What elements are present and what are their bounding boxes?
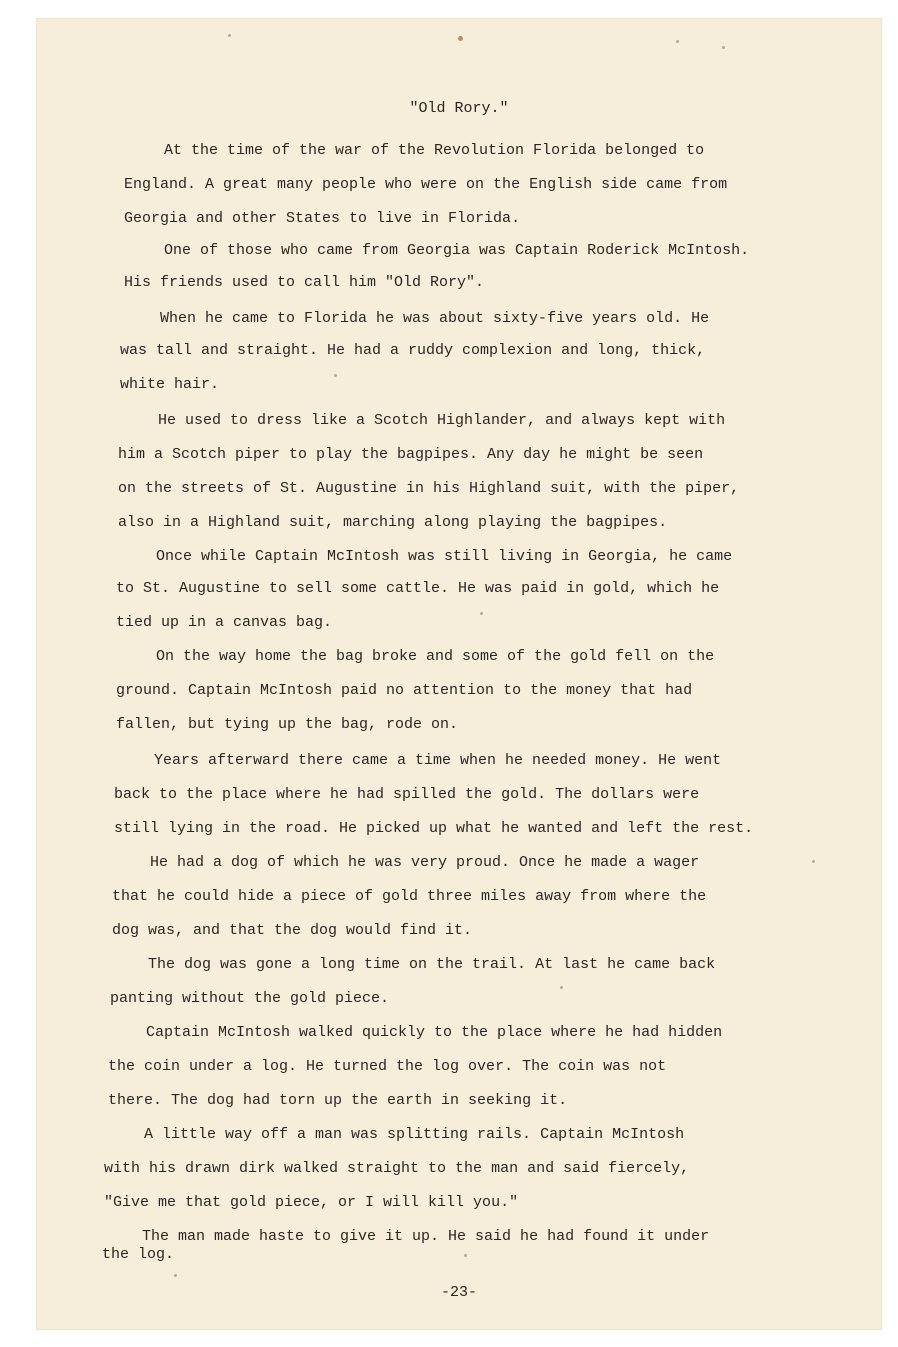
text-line: Georgia and other States to live in Florida. xyxy=(124,210,521,227)
text-line: One of those who came from Georgia was Captain Roderick McIntosh. xyxy=(164,242,750,259)
text-line: The dog was gone a long time on the trail. At last he came back xyxy=(148,956,716,973)
paper-speck xyxy=(480,612,483,615)
text-line: "Give me that gold piece, or I will kill you." xyxy=(104,1194,519,1211)
text-line: ground. Captain McIntosh paid no attention to the money that had xyxy=(116,682,693,699)
text-line: On the way home the bag broke and some of the gold fell on the xyxy=(156,648,715,665)
paper-sheet xyxy=(36,18,882,1330)
text-line: His friends used to call him "Old Rory". xyxy=(124,274,485,291)
text-line: that he could hide a piece of gold three miles away from where the xyxy=(112,888,707,905)
text-line: there. The dog had torn up the earth in seeking it. xyxy=(108,1092,568,1109)
text-line: back to the place where he had spilled the gold. The dollars were xyxy=(114,786,700,803)
text-line: to St. Augustine to sell some cattle. He was paid in gold, which he xyxy=(116,580,720,597)
text-line: on the streets of St. Augustine in his Highland suit, with the piper, xyxy=(118,480,740,497)
text-line: Once while Captain McIntosh was still living in Georgia, he came xyxy=(156,548,733,565)
text-line: white hair. xyxy=(120,376,220,393)
text-line: He used to dress like a Scotch Highlander, and always kept with xyxy=(158,412,726,429)
text-line: At the time of the war of the Revolution Florida belonged to xyxy=(164,142,705,159)
text-line: Years afterward there came a time when he needed money. He went xyxy=(154,752,722,769)
paper-speck xyxy=(812,860,815,863)
text-line: the log. xyxy=(102,1246,175,1263)
text-line: He had a dog of which he was very proud. Once he made a wager xyxy=(150,854,700,871)
page-number: -23- xyxy=(440,1284,477,1301)
paper-speck xyxy=(228,34,231,37)
paper-speck xyxy=(334,374,337,377)
text-line: Captain McIntosh walked quickly to the place where he had hidden xyxy=(146,1024,723,1041)
paper-speck xyxy=(722,46,725,49)
text-line: The man made haste to give it up. He said he had found it under xyxy=(142,1228,710,1245)
text-line: dog was, and that the dog would find it. xyxy=(112,922,473,939)
text-line: A little way off a man was splitting rails. Captain McIntosh xyxy=(144,1126,685,1143)
page-title: "Old Rory." xyxy=(409,100,509,117)
text-line: fallen, but tying up the bag, rode on. xyxy=(116,716,459,733)
text-line: panting without the gold piece. xyxy=(110,990,390,1007)
text-line: tied up in a canvas bag. xyxy=(116,614,333,631)
paper-speck xyxy=(560,986,563,989)
text-line: also in a Highland suit, marching along playing the bagpipes. xyxy=(118,514,668,531)
text-line: him a Scotch piper to play the bagpipes. Any day he might be seen xyxy=(118,446,704,463)
text-line: England. A great many people who were on the English side came from xyxy=(124,176,728,193)
text-line: the coin under a log. He turned the log over. The coin was not xyxy=(108,1058,667,1075)
paper-speck xyxy=(676,40,679,43)
paper-speck xyxy=(458,36,463,41)
typewritten-page xyxy=(36,18,882,1330)
text-line: still lying in the road. He picked up what he wanted and left the rest. xyxy=(114,820,754,837)
paper-speck xyxy=(174,1274,177,1277)
text-line: When he came to Florida he was about sixty-five years old. He xyxy=(160,310,710,327)
paper-speck xyxy=(464,1254,467,1257)
text-line: was tall and straight. He had a ruddy complexion and long, thick, xyxy=(120,342,706,359)
text-line: with his drawn dirk walked straight to the man and said fiercely, xyxy=(104,1160,690,1177)
